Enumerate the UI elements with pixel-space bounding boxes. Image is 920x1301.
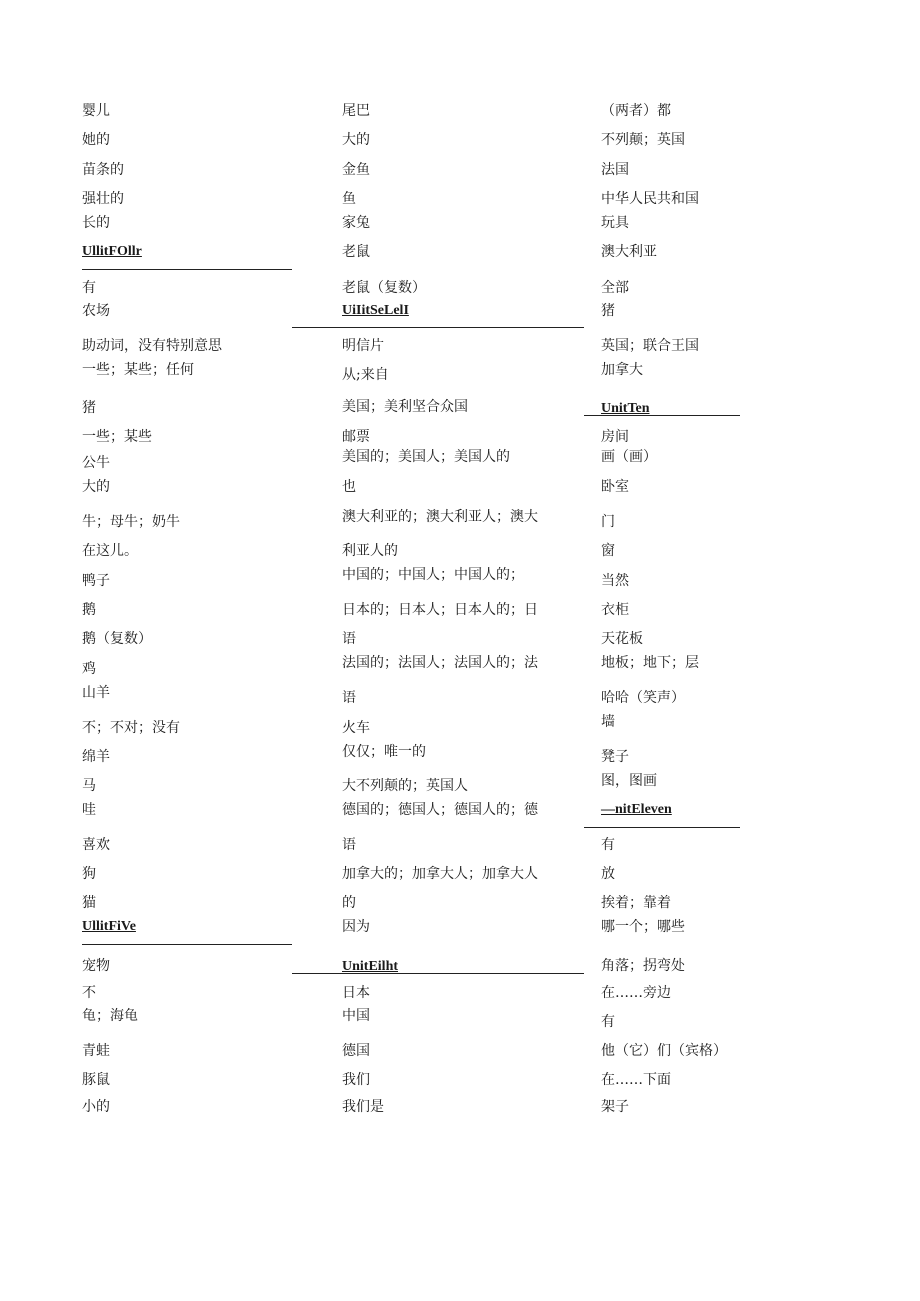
section-divider [584, 415, 740, 416]
vocab-item: 也 [342, 479, 356, 495]
vocab-item: 大不列颠的；英国人 [342, 778, 468, 794]
vocab-item: 一些；某些 [82, 429, 152, 445]
vocab-item: 我们 [342, 1072, 370, 1088]
vocab-item: 澳大利亚的；澳大利亚人；澳大 [342, 509, 538, 525]
vocab-item: 青蛙 [82, 1043, 110, 1059]
section-divider [292, 973, 584, 974]
vocab-item: 强壮的 [82, 191, 124, 207]
vocab-item: 邮票 [342, 429, 370, 445]
vocab-item: 公牛 [82, 455, 110, 471]
vocab-item: 苗条的 [82, 162, 124, 178]
vocab-item: 天花板 [601, 631, 643, 647]
vocab-item: 家兔 [342, 215, 370, 231]
vocab-item: 在……下面 [601, 1072, 671, 1088]
vocab-item: 在这儿。 [82, 543, 138, 559]
vocab-item: 猫 [82, 895, 96, 911]
vocab-item: 小的 [82, 1099, 110, 1115]
vocab-item: 老鼠 [342, 244, 370, 260]
vocab-item: 语 [342, 690, 356, 706]
vocab-item: 明信片 [342, 338, 384, 354]
vocab-item: 德国的；德国人；德国人的；德 [342, 802, 538, 818]
vocab-item: 门 [601, 514, 615, 530]
vocab-item: 喜欢 [82, 837, 110, 853]
vocab-item: 中华人民共和国 [601, 191, 699, 207]
vocab-item: 澳大利亚 [601, 244, 657, 260]
vocab-item: 玩具 [601, 215, 629, 231]
vocab-item: 凳子 [601, 749, 629, 765]
vocab-item: 语 [342, 837, 356, 853]
unit-heading: UnitTen [601, 401, 650, 416]
vocab-item: 狗 [82, 866, 96, 882]
vocab-item: 中国的；中国人；中国人的； [342, 567, 524, 583]
vocab-item: 放 [601, 866, 615, 882]
vocab-item: 窗 [601, 543, 615, 559]
vocab-item: 加拿大 [601, 362, 643, 378]
vocab-item: 的 [342, 895, 356, 911]
vocab-item: 大的 [82, 479, 110, 495]
vocab-item: 一些；某些；任何 [82, 362, 194, 378]
vocab-item: 美国的；美国人；美国人的 [342, 449, 510, 465]
vocab-item: 墙 [601, 714, 615, 730]
vocab-item: 鸭子 [82, 573, 110, 589]
vocab-item: 因为 [342, 919, 370, 935]
vocab-item: 马 [82, 778, 96, 794]
vocab-item: 鱼 [342, 191, 356, 207]
vocab-item: 哈哈（笑声） [601, 690, 685, 706]
vocab-item: 老鼠（复数） [342, 280, 426, 296]
vocab-item: 哇 [82, 802, 96, 818]
vocab-item: 画（画） [601, 449, 657, 465]
section-divider [292, 327, 584, 328]
vocab-item: 有 [601, 837, 615, 853]
vocab-item: 猪 [601, 303, 615, 319]
vocab-item: 卧室 [601, 479, 629, 495]
vocab-item: 金鱼 [342, 162, 370, 178]
vocab-item: 日本 [342, 985, 370, 1001]
vocab-item: 山羊 [82, 685, 110, 701]
vocab-item: 婴儿 [82, 103, 110, 119]
vocab-item: 有 [601, 1014, 615, 1030]
vocab-item: 图，图画 [601, 773, 657, 789]
vocab-item: 不列颠；英国 [601, 132, 685, 148]
vocab-item: 龟；海龟 [82, 1008, 138, 1024]
vocab-item: 鹅（复数） [82, 631, 152, 647]
vocab-item: 鸡 [82, 661, 96, 677]
vocab-item: 她的 [82, 132, 110, 148]
vocab-item: 我们是 [342, 1099, 384, 1115]
vocab-item: 助动词，没有特别意思 [82, 338, 222, 354]
vocab-item: 衣柜 [601, 602, 629, 618]
unit-heading: UllitFOllr [82, 244, 142, 259]
section-divider [82, 269, 292, 270]
vocab-item: 鹅 [82, 602, 96, 618]
vocab-item: 法国 [601, 162, 629, 178]
unit-heading: UllitFiVe [82, 919, 136, 934]
vocab-item: 美国；美利坚合众国 [342, 399, 468, 415]
vocab-item: 火车 [342, 720, 370, 736]
vocab-item: 长的 [82, 215, 110, 231]
vocab-item: 哪一个；哪些 [601, 919, 685, 935]
vocab-item: 在……旁边 [601, 985, 671, 1001]
vocab-item: 大的 [342, 132, 370, 148]
vocab-item: 德国 [342, 1043, 370, 1059]
vocab-item: 从;来自 [342, 367, 389, 383]
vocab-item: 有 [82, 280, 96, 296]
vocab-item: 绵羊 [82, 749, 110, 765]
vocab-item: 架子 [601, 1099, 629, 1115]
vocab-item: 法国的；法国人；法国人的；法 [342, 655, 538, 671]
section-divider [584, 827, 740, 828]
vocab-item: 利亚人的 [342, 543, 398, 559]
vocab-item: 宠物 [82, 958, 110, 974]
vocab-item: 挨着；靠着 [601, 895, 671, 911]
vocab-item: 猪 [82, 400, 96, 416]
unit-heading: UnitEilht [342, 959, 399, 974]
vocab-item: 英国；联合王国 [601, 338, 699, 354]
vocab-item: 房间 [601, 429, 629, 445]
vocab-item: 语 [342, 631, 356, 647]
vocab-item: 地板；地下；层 [601, 655, 699, 671]
vocab-item: 全部 [601, 280, 629, 296]
vocab-item: 他（它）们（宾格） [601, 1043, 727, 1059]
vocab-item: 农场 [82, 303, 110, 319]
vocab-item: 豚鼠 [82, 1072, 110, 1088]
section-divider [82, 944, 292, 945]
vocab-item: 尾巴 [342, 103, 370, 119]
vocab-item: 当然 [601, 573, 629, 589]
vocab-item: 加拿大的；加拿大人；加拿大人 [342, 866, 538, 882]
unit-heading: —nitEleven [601, 802, 672, 817]
vocab-item: （两者）都 [601, 103, 671, 119]
vocab-item: 中国 [342, 1008, 370, 1024]
vocab-item: 仅仅；唯一的 [342, 744, 426, 760]
vocab-item: 不；不对；没有 [82, 720, 180, 736]
vocab-item: 不 [82, 985, 96, 1001]
vocab-item: 牛；母牛；奶牛 [82, 514, 180, 530]
unit-heading: UiIitSeLelI [342, 303, 409, 318]
vocab-item: 日本的；日本人；日本人的；日 [342, 602, 538, 618]
vocab-item: 角落；拐弯处 [601, 958, 685, 974]
